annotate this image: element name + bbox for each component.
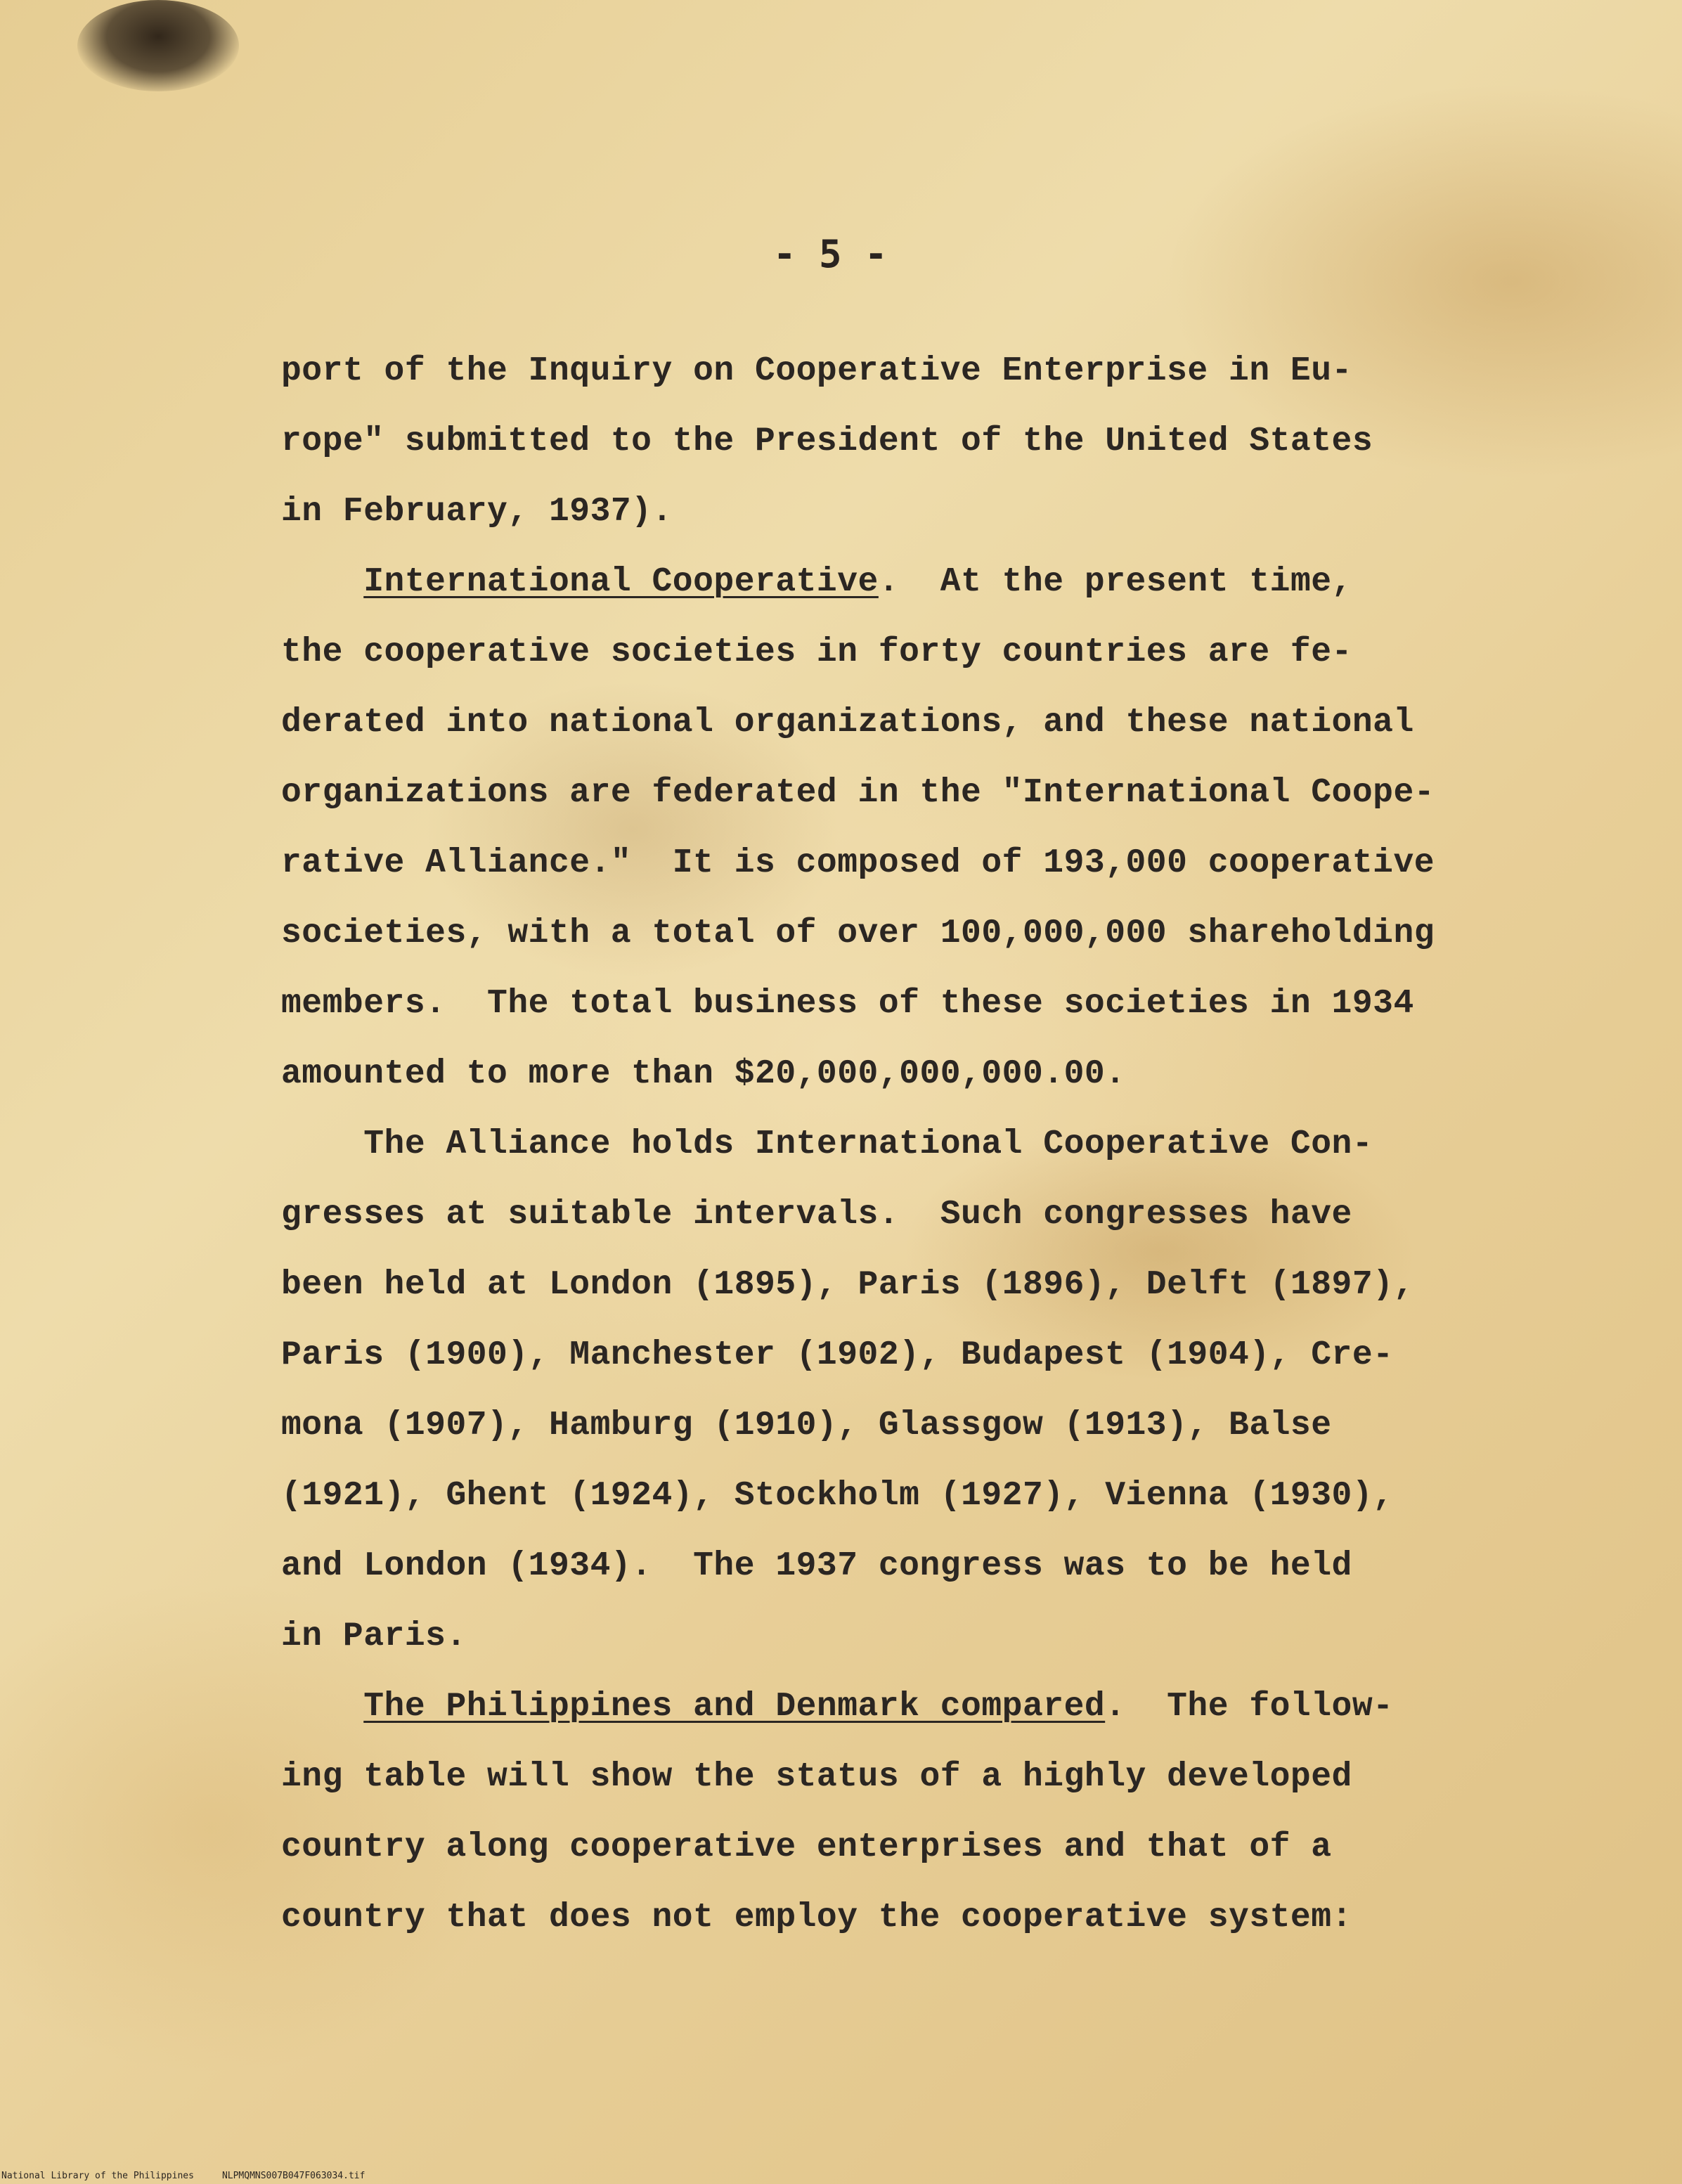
text-line: in February, 1937). <box>281 493 673 531</box>
scan-footer <box>1 2171 393 2181</box>
text-line: amounted to more than $20,000,000,000.00. <box>281 1055 1126 1093</box>
text-line: rative Alliance." It is composed of 193,000 cooperative <box>281 844 1435 882</box>
text-line: mona (1907), Hamburg (1910), Glassgow (1913), Balse <box>281 1407 1332 1445</box>
text-line: in Paris. <box>281 1617 467 1655</box>
body-text <box>281 336 1518 1953</box>
text-line: ing table will show the status of a highly developed <box>281 1758 1352 1796</box>
text-line: country along cooperative enterprises and that of a <box>281 1828 1332 1866</box>
text-line: The Alliance holds International Cooperative Con- <box>281 1125 1373 1163</box>
section-heading-international-cooperative: International Cooperative <box>363 563 879 601</box>
section-heading-philippines-denmark: The Philippines and Denmark compared <box>363 1688 1106 1726</box>
text-line: organizations are federated in the "International Coope- <box>281 774 1435 812</box>
text-line: and London (1934). The 1937 congress was to be held <box>281 1547 1352 1585</box>
text-line: societies, with a total of over 100,000,000 shareholding <box>281 915 1435 952</box>
text-line: port of the Inquiry on Cooperative Enterprise in Eu- <box>281 352 1352 390</box>
text-line-rest: . The follow- <box>1105 1688 1394 1726</box>
page-number: - 5 - <box>773 232 888 276</box>
text-line: country that does not employ the cooperative system: <box>281 1899 1352 1937</box>
footer-library: National Library of the Philippines <box>1 2171 194 2181</box>
ink-stain <box>77 0 239 91</box>
text-line: rope" submitted to the President of the United States <box>281 422 1373 460</box>
text-line: (1921), Ghent (1924), Stockholm (1927), Vienna (1930), <box>281 1477 1394 1515</box>
text-line: gresses at suitable intervals. Such congresses have <box>281 1196 1352 1234</box>
text-line: the cooperative societies in forty countries are fe- <box>281 633 1352 671</box>
text-line: derated into national organizations, and these national <box>281 704 1414 742</box>
text-line-rest: . At the present time, <box>878 563 1352 601</box>
text-line: Paris (1900), Manchester (1902), Budapest (1904), Cre- <box>281 1336 1394 1374</box>
text-line: members. The total business of these societies in 1934 <box>281 985 1414 1023</box>
text-line: been held at London (1895), Paris (1896), Delft (1897), <box>281 1266 1414 1304</box>
text-line <box>281 547 1518 617</box>
text-line <box>281 1672 1518 1742</box>
footer-filename: NLPMQMNS007B047F063034.tif <box>221 2171 365 2181</box>
